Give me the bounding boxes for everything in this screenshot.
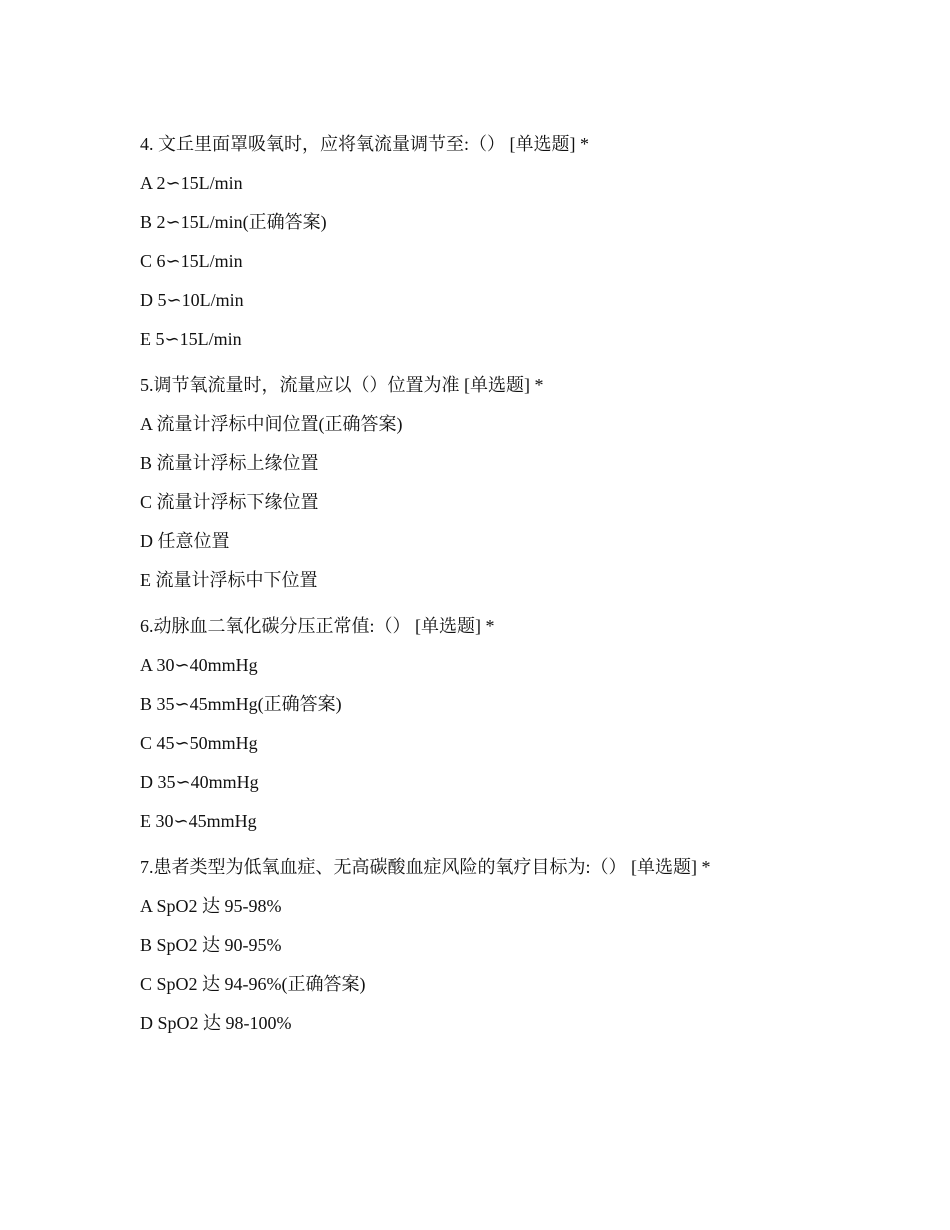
- question-4: [140, 129, 900, 354]
- question-title: 4. 文丘里面罩吸氧时，应将氧流量调节至:（） [单选题] *: [140, 134, 589, 154]
- option-b: B 2∽15L/min(正确答案): [140, 212, 327, 232]
- question-5: [140, 370, 900, 595]
- option-c: C 流量计浮标下缘位置: [140, 492, 319, 512]
- option-b: B 流量计浮标上缘位置: [140, 453, 319, 473]
- question-title: 6.动脉血二氧化碳分压正常值:（） [单选题] *: [140, 616, 495, 636]
- option-a: A 流量计浮标中间位置(正确答案): [140, 414, 403, 434]
- question-title: 5.调节氧流量时，流量应以（）位置为准 [单选题] *: [140, 375, 544, 395]
- option-a: A 30∽40mmHg: [140, 655, 258, 675]
- option-b: B SpO2 达 90-95%: [140, 935, 282, 955]
- option-d: D 35∽40mmHg: [140, 772, 259, 792]
- option-c: C 6∽15L/min: [140, 251, 243, 271]
- option-a: A 2∽15L/min: [140, 173, 243, 193]
- option-b: B 35∽45mmHg(正确答案): [140, 694, 342, 714]
- option-d: D SpO2 达 98-100%: [140, 1013, 292, 1033]
- option-d: D 5∽10L/min: [140, 290, 244, 310]
- document-page: [140, 129, 900, 1048]
- option-c: C SpO2 达 94-96%(正确答案): [140, 974, 366, 994]
- question-title: 7.患者类型为低氧血症、无高碳酸血症风险的氧疗目标为:（） [单选题] *: [140, 857, 711, 877]
- option-e: E 30∽45mmHg: [140, 811, 257, 831]
- question-6: [140, 611, 900, 836]
- option-d: D 任意位置: [140, 531, 230, 551]
- option-e: E 流量计浮标中下位置: [140, 570, 318, 590]
- option-c: C 45∽50mmHg: [140, 733, 258, 753]
- question-7: [140, 852, 900, 1038]
- option-e: E 5∽15L/min: [140, 329, 242, 349]
- option-a: A SpO2 达 95-98%: [140, 896, 282, 916]
